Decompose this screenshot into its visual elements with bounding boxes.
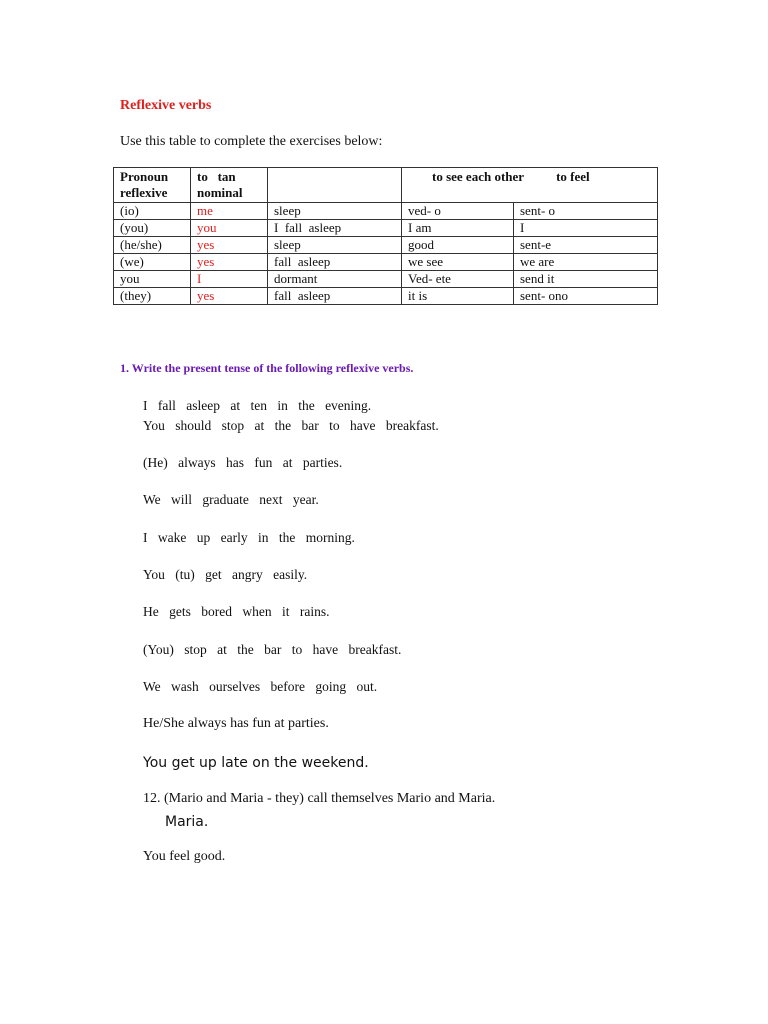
exercise-sentence: (He) always has fun at parties. [143,455,343,470]
cell-verb: fall asleep [268,288,402,305]
header-see-feel [402,168,658,203]
cell-feel: we are [514,254,658,271]
table-header-row [114,168,658,203]
cell-feel: sent- ono [514,288,658,305]
exercise-sentence: (You) stop at the bar to have breakfast. [143,642,402,657]
cell-reflexive: yes [191,237,268,254]
header-blank [268,168,402,203]
header-to-feel: to feel [556,169,590,184]
table-row [114,271,658,288]
exercise-sentence: You get up late on the weekend. [143,755,369,771]
exercise-sentence: Maria. [165,814,209,830]
cell-see: it is [402,288,514,305]
cell-pronoun: (we) [114,254,191,271]
cell-feel: I [514,220,658,237]
exercise-sentence: I fall asleep at ten in the evening. [143,398,372,413]
cell-see: we see [402,254,514,271]
cell-pronoun: you [114,271,191,288]
cell-reflexive: I [191,271,268,288]
cell-see: I am [402,220,514,237]
header-to-see-each-other: to see each other [432,169,525,184]
header-pronoun [114,168,191,203]
cell-verb: I fall asleep [268,220,402,237]
cell-pronoun: (they) [114,288,191,305]
exercise-sentence: You (tu) get angry easily. [143,567,308,582]
cell-reflexive: yes [191,254,268,271]
cell-reflexive: yes [191,288,268,305]
exercise-heading: 1. Write the present tense of the following reflexive verbs. [120,361,414,375]
cell-see: good [402,237,514,254]
table-row [114,203,658,220]
table-row [114,254,658,271]
cell-pronoun: (he/she) [114,237,191,254]
cell-feel: sent- o [514,203,658,220]
exercise-sentence: I wake up early in the morning. [143,530,355,545]
header-to-tan-line1: to tan [197,169,236,184]
cell-verb: fall asleep [268,254,402,271]
cell-feel: send it [514,271,658,288]
cell-pronoun: (you) [114,220,191,237]
header-pronoun-line2: reflexive [120,185,168,200]
exercise-sentence: He/She always has fun at parties. [143,716,329,731]
cell-pronoun: (io) [114,203,191,220]
exercise-sentence: We will graduate next year. [143,492,319,507]
cell-see: Ved- ete [402,271,514,288]
exercise-sentence: You feel good. [143,849,226,864]
conjugation-table [113,167,658,305]
exercise-sentence: He gets bored when it rains. [143,604,330,619]
cell-feel: sent-e [514,237,658,254]
exercise-sentence: We wash ourselves before going out. [143,679,378,694]
cell-verb: sleep [268,203,402,220]
intro-text: Use this table to complete the exercises below: [120,134,383,149]
table-row [114,288,658,305]
table-row [114,220,658,237]
header-pronoun-line1: Pronoun [120,169,169,184]
exercise-sentence: You should stop at the bar to have breakfast. [143,418,439,433]
exercise-sentence: 12. (Mario and Maria - they) call themselves Mario and Maria. [143,791,496,806]
document-title: Reflexive verbs [120,98,212,113]
cell-reflexive: me [191,203,268,220]
cell-see: ved- o [402,203,514,220]
cell-verb: sleep [268,237,402,254]
table-row [114,237,658,254]
header-to-tan-line2: nominal [197,185,243,200]
header-to-tan [191,168,268,203]
cell-reflexive: you [191,220,268,237]
cell-verb: dormant [268,271,402,288]
